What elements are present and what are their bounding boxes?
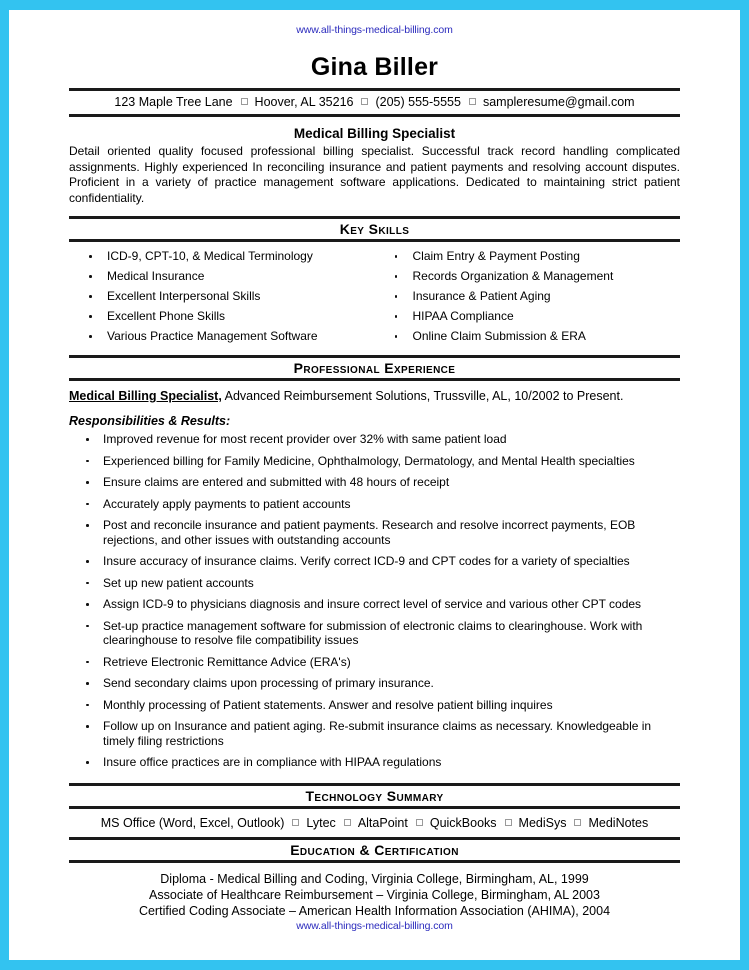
separator-square-icon bbox=[241, 98, 248, 105]
separator-square-icon bbox=[505, 819, 512, 826]
responsibilities-subheading: Responsibilities & Results: bbox=[69, 414, 231, 428]
separator-square-icon bbox=[292, 819, 299, 826]
list-item: Retrieve Electronic Remittance Advice (ERA's) bbox=[69, 655, 680, 670]
key-skills-right-list bbox=[385, 249, 681, 343]
education-entries bbox=[69, 863, 680, 925]
header-site-url: www.all-things-medical-billing.com bbox=[296, 24, 453, 36]
job-entry bbox=[69, 381, 680, 405]
list-item: Online Claim Submission & ERA bbox=[385, 329, 681, 343]
section-heading-technology-summary: Technology Summary bbox=[305, 787, 444, 804]
list-item: Monthly processing of Patient statements. Answer and resolve patient billing inquires bbox=[69, 698, 680, 713]
contact-email: sampleresume@gmail.com bbox=[482, 95, 635, 109]
list-item: Post and reconcile insurance and patient payments. Research and resolve incorrect payments, EOB rejections, and other issues with outstanding accounts bbox=[69, 518, 680, 547]
technology-item: QuickBooks bbox=[429, 815, 497, 830]
contact-phone: (205) 555-5555 bbox=[375, 95, 461, 109]
technology-item: MS Office (Word, Excel, Outlook) bbox=[100, 815, 285, 830]
technology-item: Lytec bbox=[306, 815, 336, 830]
list-item: Various Practice Management Software bbox=[79, 329, 375, 343]
list-item: Improved revenue for most recent provider over 32% with same patient load bbox=[69, 432, 680, 447]
list-item: Assign ICD-9 to physicians diagnosis and insure correct level of service and various other CPT codes bbox=[69, 597, 680, 612]
resume-page bbox=[9, 10, 740, 960]
list-item: Insurance & Patient Aging bbox=[385, 289, 681, 303]
list-item: Set-up practice management software for submission of electronic claims to clearinghouse. Work with clearinghouse to resolve file compatibility issues bbox=[69, 619, 680, 648]
objective-headline: Medical Billing Specialist bbox=[293, 126, 456, 141]
separator-square-icon bbox=[361, 98, 368, 105]
list-item: Ensure claims are entered and submitted with 48 hours of receipt bbox=[69, 475, 680, 490]
education-entry: Diploma - Medical Billing and Coding, Virginia College, Birmingham, AL, 1999 bbox=[160, 871, 589, 886]
contact-city-state-zip: Hoover, AL 35216 bbox=[254, 95, 354, 109]
footer-site-url: www.all-things-medical-billing.com bbox=[296, 920, 453, 932]
section-heading-professional-experience: Professional Experience bbox=[293, 360, 456, 376]
section-heading-education-certification: Education & Certification bbox=[290, 841, 459, 858]
list-item: Medical Insurance bbox=[79, 269, 375, 283]
education-entry: Certified Coding Associate – American Health Information Association (AHIMA), 2004 bbox=[138, 903, 611, 918]
divider-below-contact bbox=[69, 114, 680, 117]
job-company-location-dates: Advanced Reimbursement Solutions, Trussville, AL, 10/2002 to Present. bbox=[221, 389, 624, 403]
list-item: Excellent Phone Skills bbox=[79, 309, 375, 323]
technology-item: AltaPoint bbox=[357, 815, 408, 830]
contact-address: 123 Maple Tree Lane bbox=[114, 95, 233, 109]
list-item: Accurately apply payments to patient accounts bbox=[69, 497, 680, 512]
responsibilities-list bbox=[69, 432, 680, 783]
job-title: Medical Billing Specialist, bbox=[69, 389, 222, 403]
candidate-name: Gina Biller bbox=[310, 53, 439, 81]
separator-square-icon bbox=[574, 819, 581, 826]
contact-line bbox=[69, 91, 680, 114]
list-item: Insure accuracy of insurance claims. Verify correct ICD-9 and CPT codes for a variety of specialties bbox=[69, 554, 680, 569]
list-item: HIPAA Compliance bbox=[385, 309, 681, 323]
objective-summary: Detail oriented quality focused professional billing specialist. Successful track record handling complicated assignments. Highly experienced In reconciling insurance and patient payments and resolving account disputes. Proficient in a variety of practice management software applications. Dedicated to maintaining strict patient confidentiality. bbox=[69, 144, 680, 205]
separator-square-icon bbox=[344, 819, 351, 826]
education-entry: Associate of Healthcare Reimbursement – Virginia College, Birmingham, AL 2003 bbox=[149, 887, 600, 902]
key-skills-right-column bbox=[375, 249, 681, 349]
key-skills-left-list bbox=[79, 249, 375, 343]
list-item: Excellent Interpersonal Skills bbox=[79, 289, 375, 303]
section-heading-key-skills: Key Skills bbox=[339, 221, 410, 237]
technology-list bbox=[69, 809, 680, 837]
key-skills-left-column bbox=[69, 249, 375, 349]
list-item: Follow up on Insurance and patient aging. Re-submit insurance claims as necessary. Knowledgeable in timely filing restrictions bbox=[69, 719, 680, 748]
technology-item: MediNotes bbox=[588, 815, 649, 830]
separator-square-icon bbox=[469, 98, 476, 105]
list-item: Records Organization & Management bbox=[385, 269, 681, 283]
technology-item: MediSys bbox=[518, 815, 567, 830]
separator-square-icon bbox=[416, 819, 423, 826]
list-item: Set up new patient accounts bbox=[69, 576, 680, 591]
list-item: Experienced billing for Family Medicine, Ophthalmology, Dermatology, and Mental Health specialties bbox=[69, 454, 680, 469]
list-item: ICD-9, CPT-10, & Medical Terminology bbox=[79, 249, 375, 263]
list-item: Insure office practices are in compliance with HIPAA regulations bbox=[69, 755, 680, 770]
list-item: Claim Entry & Payment Posting bbox=[385, 249, 681, 263]
key-skills-columns bbox=[69, 242, 680, 355]
list-item: Send secondary claims upon processing of primary insurance. bbox=[69, 676, 680, 691]
